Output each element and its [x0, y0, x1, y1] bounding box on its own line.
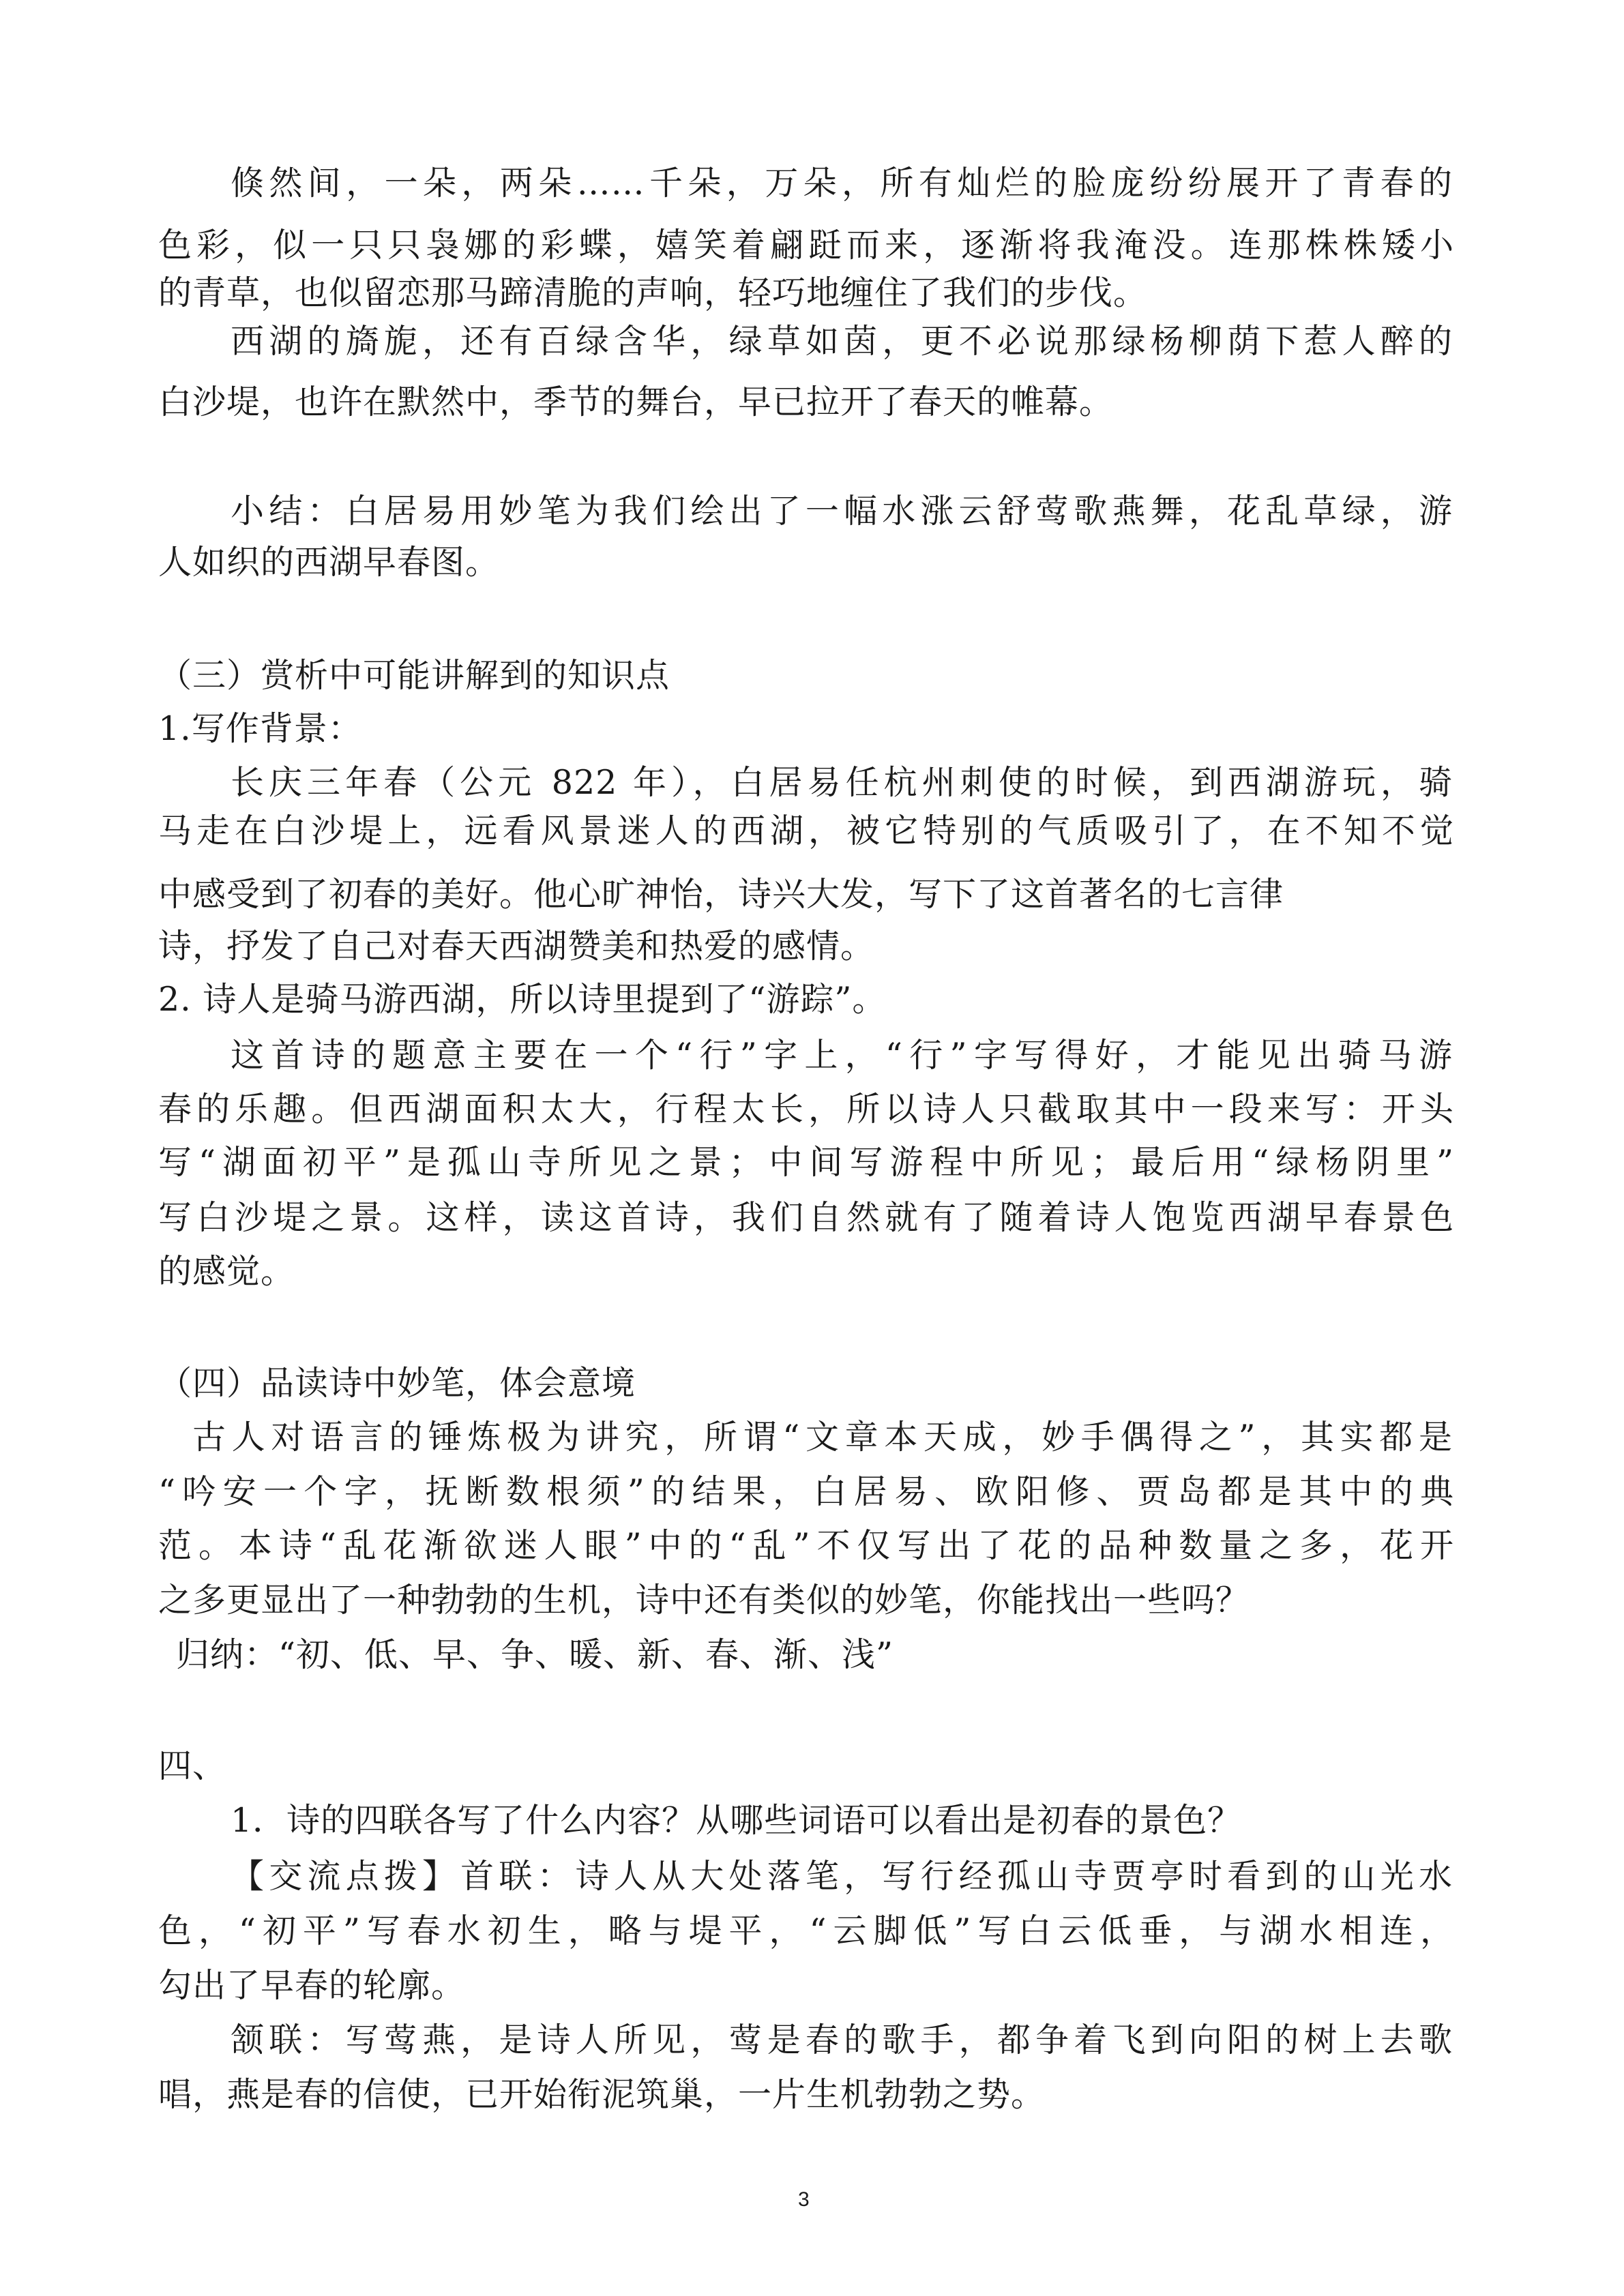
paragraph-line: 颔联：写莺燕，是诗人所见，莺是春的歌手，都争着飞到向阳的树上去歌	[231, 2021, 1453, 2059]
paragraph-line: 诗，抒发了自己对春天西湖赞美和热爱的感情。	[158, 927, 875, 966]
summary-line: 人如织的西湖早春图。	[158, 543, 500, 582]
paragraph-line: 唱，燕是春的信使，已开始衔泥筑巢，一片生机勃勃之势。	[158, 2075, 1046, 2114]
summary-line: 小结：白居易用妙笔为我们绘出了一幅水涨云舒莺歌燕舞，花乱草绿，游	[231, 492, 1453, 531]
paragraph-line: 写“湖面初平”是孤山寺所见之景；中间写游程中所见；最后用“绿杨阴里”	[158, 1143, 1454, 1182]
paragraph-line: 范。本诗“乱花渐欲迷人眼”中的“乱”不仅写出了花的品种数量之多，花开	[158, 1526, 1454, 1565]
paragraph-line: 勾出了早春的轮廓。	[158, 1966, 466, 2005]
section-heading: 四、	[158, 1746, 227, 1785]
paragraph-line: 中感受到了初春的美好。他心旷神怡，诗兴大发，写下了这首著名的七言律	[158, 875, 1284, 914]
paragraph-line: 之多更显出了一种勃勃的生机，诗中还有类似的妙笔，你能找出一些吗？	[158, 1581, 1250, 1620]
paragraph-line: 古人对语言的锤炼极为讲究，所谓“文章本天成，妙手偶得之”，其实都是	[192, 1418, 1453, 1457]
question-line: 1．诗的四联各写了什么内容？从哪些词语可以看出是初春的景色？	[231, 1801, 1242, 1840]
paragraph-line: 长庆三年春（公元 822 年），白居易任杭州刺使的时候，到西湖游玩，骑	[231, 763, 1453, 802]
paragraph-line: 倏然间，一朵，两朵……千朵，万朵，所有灿烂的脸庞纷纷展开了青春的	[231, 164, 1453, 203]
section-heading: （三）赏析中可能讲解到的知识点	[158, 656, 670, 695]
paragraph-line: 春的乐趣。但西湖面积太大，行程太长，所以诗人只截取其中一段来写：开头	[158, 1090, 1454, 1129]
paragraph-line: “吟安一个字，抚断数根须”的结果，白居易、欧阳修、贾岛都是其中的典	[158, 1472, 1454, 1511]
paragraph-line: 的青草，也似留恋那马蹄清脆的声响，轻巧地缠住了我们的步伐。	[158, 273, 1148, 312]
paragraph-line: 写白沙堤之景。这样，读这首诗，我们自然就有了随着诗人饱览西湖早春景色	[158, 1198, 1454, 1237]
page-number: 3	[798, 2188, 810, 2211]
summary-line: 归纳：“初、低、早、争、暖、新、春、渐、浅”	[176, 1635, 894, 1674]
subheading: 2. 诗人是骑马游西湖，所以诗里提到了“游踪”。	[158, 980, 887, 1019]
paragraph-line: 【交流点拨】首联：诗人从大处落笔，写行经孤山寺贾亭时看到的山光水	[231, 1857, 1453, 1896]
paragraph-line: 色彩，似一只只袅娜的彩蝶，嬉笑着翩跹而来，逐渐将我淹没。连那株株矮小	[158, 226, 1454, 265]
subheading: 1.写作背景：	[158, 709, 362, 748]
paragraph-line: 西湖的旖旎，还有百绿含华，绿草如茵，更不必说那绿杨柳荫下惹人醉的	[231, 322, 1453, 361]
paragraph-line: 白沙堤，也许在默然中，季节的舞台，早已拉开了春天的帷幕。	[158, 383, 1114, 421]
section-heading: （四）品读诗中妙笔，体会意境	[158, 1364, 636, 1403]
paragraph-line: 马走在白沙堤上，远看风景迷人的西湖，被它特别的气质吸引了，在不知不觉	[158, 811, 1454, 850]
paragraph-line: 色，“初平”写春水初生，略与堤平，“云脚低”写白云低垂，与湖水相连，	[158, 1911, 1454, 1950]
paragraph-line: 的感觉。	[158, 1252, 295, 1291]
paragraph-line: 这首诗的题意主要在一个“行”字上，“行”字写得好，才能见出骑马游	[231, 1036, 1453, 1075]
